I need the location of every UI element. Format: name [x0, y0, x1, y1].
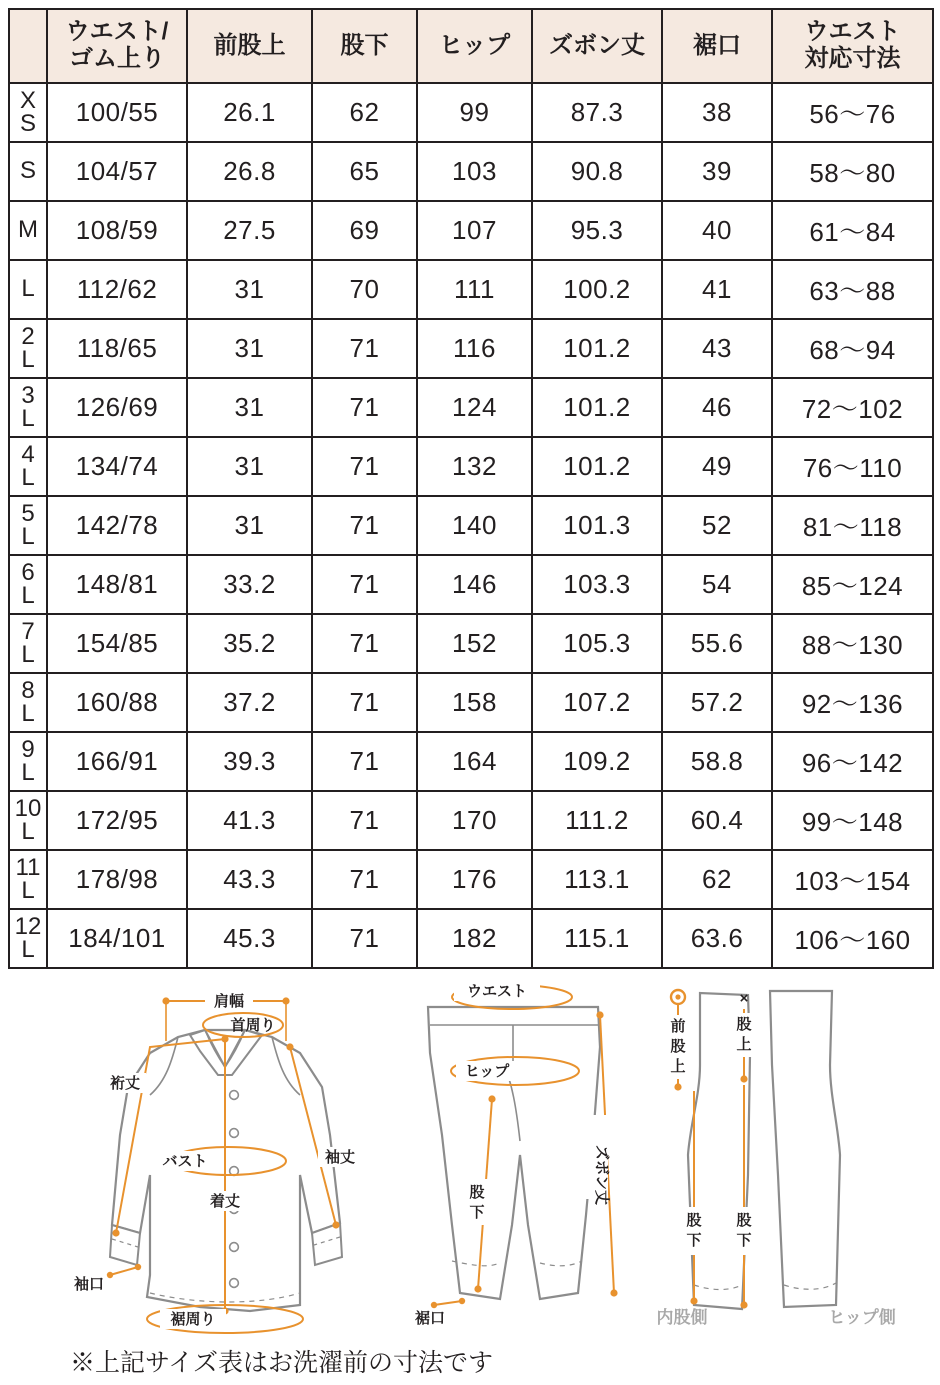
measure-dot — [596, 1011, 603, 1018]
jacket-body-length-label: 着丈 — [209, 1193, 241, 1210]
header-size-corner — [9, 9, 47, 83]
back-rise-label-line2: 上 — [736, 1036, 752, 1053]
table-row — [9, 496, 933, 555]
pants-waist-label: ウエスト — [466, 983, 528, 1000]
measure-dot — [740, 1301, 747, 1308]
back-rise-x-marker: × — [739, 990, 749, 1007]
table-row — [9, 555, 933, 614]
cell-hem: 46 — [662, 378, 772, 437]
cell-hip: 132 — [417, 437, 532, 496]
table-row — [9, 83, 933, 142]
row-size-label — [9, 201, 47, 260]
jacket-yoke-label: 裄丈 — [109, 1075, 141, 1092]
cell-rise: 41.3 — [187, 791, 312, 850]
cell-fit: 106〜160 — [772, 909, 933, 968]
measure-dot — [332, 1221, 339, 1228]
cell-waist: 154/85 — [47, 614, 187, 673]
size-line2: L — [21, 876, 35, 904]
measure-dot — [286, 1043, 293, 1050]
row-size-label — [9, 791, 47, 850]
cell-waist: 166/91 — [47, 732, 187, 791]
cell-waist: 112/62 — [47, 260, 187, 319]
cell-hem: 52 — [662, 496, 772, 555]
size-line1: S — [19, 157, 36, 185]
table-header — [9, 9, 933, 83]
cell-inseam: 71 — [312, 319, 417, 378]
cell-hip: 103 — [417, 142, 532, 201]
rise-right-panel — [770, 991, 840, 1307]
cell-inseam: 62 — [312, 83, 417, 142]
rise-right-inseam-label-line2: 下 — [736, 1232, 752, 1249]
size-line1: X — [19, 86, 36, 114]
header-waist-fit — [772, 9, 933, 83]
size-line2: L — [21, 581, 35, 609]
row-size-label — [9, 496, 47, 555]
front-rise-label-line3: 上 — [670, 1058, 686, 1075]
table-body — [9, 83, 933, 968]
row-size-label — [9, 260, 47, 319]
cell-rise: 43.3 — [187, 850, 312, 909]
cell-hem: 58.8 — [662, 732, 772, 791]
header-inseam: 股下 — [312, 9, 417, 83]
header-front-rise: 前股上 — [187, 9, 312, 83]
button-icon — [230, 1243, 239, 1252]
header-waist-line1: ウエスト/ — [65, 18, 169, 46]
pants-hem-label: 裾口 — [414, 1310, 446, 1327]
pants-diagram — [414, 981, 618, 1327]
pants-inseam-label-line2: 下 — [469, 1204, 485, 1221]
cell-hem: 49 — [662, 437, 772, 496]
cell-hem: 55.6 — [662, 614, 772, 673]
cell-length: 103.3 — [532, 555, 662, 614]
cell-fit: 81〜118 — [772, 496, 933, 555]
cell-length: 107.2 — [532, 673, 662, 732]
cell-hem: 54 — [662, 555, 772, 614]
size-line2: L — [21, 463, 35, 491]
cell-inseam: 71 — [312, 614, 417, 673]
measure-dot — [690, 1297, 697, 1304]
jacket-bust-label: バスト — [162, 1153, 208, 1170]
cell-hem: 60.4 — [662, 791, 772, 850]
cell-waist: 172/95 — [47, 791, 187, 850]
row-size-label — [9, 319, 47, 378]
size-line1: M — [18, 216, 38, 244]
cell-hip: 152 — [417, 614, 532, 673]
header-waist-fit-line1: ウエスト — [804, 18, 901, 46]
measure-dot — [740, 1075, 747, 1082]
cell-rise: 35.2 — [187, 614, 312, 673]
rise-right-inseam-label-line1: 股 — [736, 1212, 752, 1229]
cell-waist: 148/81 — [47, 555, 187, 614]
pants-length-label: ズボン丈 — [593, 1144, 610, 1206]
cell-length: 101.2 — [532, 437, 662, 496]
hip-side-label: ヒップ側 — [828, 1308, 896, 1327]
cell-fit: 68〜94 — [772, 319, 933, 378]
pants-hip-label: ヒップ — [464, 1063, 510, 1080]
cell-fit: 85〜124 — [772, 555, 933, 614]
size-line1: 8 — [21, 676, 35, 704]
cell-rise: 31 — [187, 496, 312, 555]
jacket-neck-label: 首周り — [230, 1017, 276, 1034]
header-waist-fit-line2: 対応寸法 — [804, 45, 901, 72]
inner-thigh-side-label: 内股側 — [656, 1308, 708, 1327]
measure-dot — [474, 1285, 481, 1292]
cell-hip: 182 — [417, 909, 532, 968]
cell-waist: 160/88 — [47, 673, 187, 732]
cell-length: 111.2 — [532, 791, 662, 850]
cell-hem: 40 — [662, 201, 772, 260]
table-header-row — [9, 9, 933, 83]
cell-rise: 45.3 — [187, 909, 312, 968]
cell-length: 100.2 — [532, 260, 662, 319]
row-size-label — [9, 437, 47, 496]
measure-dot — [112, 1229, 119, 1236]
table-row — [9, 437, 933, 496]
cell-inseam: 71 — [312, 378, 417, 437]
size-line1: 4 — [21, 440, 35, 468]
row-size-label — [9, 142, 47, 201]
cell-inseam: 65 — [312, 142, 417, 201]
row-size-label — [9, 909, 47, 968]
button-icon — [230, 1129, 239, 1138]
size-line2: S — [19, 109, 36, 137]
size-line1: 11 — [15, 853, 41, 881]
cell-waist: 118/65 — [47, 319, 187, 378]
measure-dot — [431, 1302, 437, 1308]
table-row — [9, 142, 933, 201]
rise-left-inseam-label-line1: 股 — [686, 1212, 702, 1229]
cell-hip: 158 — [417, 673, 532, 732]
table-row — [9, 732, 933, 791]
row-size-label — [9, 378, 47, 437]
size-line2: L — [21, 758, 35, 786]
cell-inseam: 71 — [312, 909, 417, 968]
header-pants-length: ズボン丈 — [532, 9, 662, 83]
cuff-measure-line — [110, 1267, 138, 1275]
pants-outline — [428, 1007, 600, 1299]
cell-length: 101.3 — [532, 496, 662, 555]
size-line1: 12 — [14, 912, 42, 940]
cell-inseam: 71 — [312, 791, 417, 850]
cell-rise: 39.3 — [187, 732, 312, 791]
row-size-label — [9, 850, 47, 909]
table-row — [9, 791, 933, 850]
pants-hem-line — [434, 1301, 462, 1305]
cell-hem: 39 — [662, 142, 772, 201]
cell-fit: 63〜88 — [772, 260, 933, 319]
cell-fit: 76〜110 — [772, 437, 933, 496]
table-row — [9, 850, 933, 909]
header-waist-line2: ゴム上り — [69, 45, 165, 72]
cell-rise: 27.5 — [187, 201, 312, 260]
front-rise-label-line1: 前 — [670, 1018, 686, 1035]
cell-hem: 43 — [662, 319, 772, 378]
cell-waist: 100/55 — [47, 83, 187, 142]
cell-waist: 134/74 — [47, 437, 187, 496]
measure-dot — [610, 1289, 617, 1296]
cell-hip: 170 — [417, 791, 532, 850]
size-line1: 7 — [21, 617, 35, 645]
diagram-svg — [0, 975, 940, 1375]
size-line2: L — [21, 345, 35, 373]
measure-dot — [488, 1095, 495, 1102]
header-hip: ヒップ — [417, 9, 532, 83]
row-size-label — [9, 555, 47, 614]
size-line2: L — [21, 404, 35, 432]
table-row — [9, 909, 933, 968]
cell-hip: 116 — [417, 319, 532, 378]
cell-fit: 99〜148 — [772, 791, 933, 850]
measure-dot — [135, 1264, 141, 1270]
size-table — [8, 8, 934, 969]
cell-rise: 31 — [187, 437, 312, 496]
cell-hem: 63.6 — [662, 909, 772, 968]
measurement-diagrams — [0, 975, 940, 1385]
cell-hip: 124 — [417, 378, 532, 437]
size-line1: 2 — [21, 322, 35, 350]
cell-rise: 26.1 — [187, 83, 312, 142]
cell-rise: 31 — [187, 260, 312, 319]
jacket-shoulder-label: 肩幅 — [213, 993, 245, 1010]
cell-hem: 41 — [662, 260, 772, 319]
cell-length: 101.2 — [532, 378, 662, 437]
size-line2: L — [21, 640, 35, 668]
cell-length: 109.2 — [532, 732, 662, 791]
cell-fit: 92〜136 — [772, 673, 933, 732]
cell-inseam: 71 — [312, 496, 417, 555]
table-row — [9, 201, 933, 260]
cell-hip: 140 — [417, 496, 532, 555]
cell-hem: 38 — [662, 83, 772, 142]
cell-rise: 31 — [187, 319, 312, 378]
cell-rise: 37.2 — [187, 673, 312, 732]
cell-hip: 164 — [417, 732, 532, 791]
measure-dot — [107, 1272, 113, 1278]
jacket-hem-label: 裾周り — [170, 1311, 216, 1328]
measure-dot — [459, 1298, 465, 1304]
cell-hip: 99 — [417, 83, 532, 142]
size-line1: 3 — [21, 381, 35, 409]
front-rise-top-dot — [675, 994, 680, 999]
size-line1: 5 — [21, 499, 35, 527]
jacket-diagram — [74, 991, 362, 1333]
cell-rise: 33.2 — [187, 555, 312, 614]
size-line2: L — [21, 699, 35, 727]
cell-fit: 88〜130 — [772, 614, 933, 673]
cell-hip: 176 — [417, 850, 532, 909]
cell-inseam: 71 — [312, 437, 417, 496]
button-icon — [230, 1091, 239, 1100]
back-rise-label-line1: 股 — [736, 1016, 752, 1033]
cell-length: 87.3 — [532, 83, 662, 142]
table-row — [9, 673, 933, 732]
cell-waist: 108/59 — [47, 201, 187, 260]
size-line1: L — [21, 275, 35, 303]
cell-fit: 72〜102 — [772, 378, 933, 437]
cell-fit: 58〜80 — [772, 142, 933, 201]
cell-fit: 103〜154 — [772, 850, 933, 909]
table-row — [9, 260, 933, 319]
cell-waist: 178/98 — [47, 850, 187, 909]
row-size-label — [9, 732, 47, 791]
rise-diagram — [657, 990, 896, 1327]
row-size-label — [9, 83, 47, 142]
row-size-label — [9, 673, 47, 732]
jacket-sleeve-label: 袖丈 — [324, 1149, 356, 1166]
header-hem-opening: 裾口 — [662, 9, 772, 83]
cell-hip: 146 — [417, 555, 532, 614]
table-row — [9, 378, 933, 437]
cell-length: 101.2 — [532, 319, 662, 378]
jacket-cuff-label: 袖口 — [73, 1276, 104, 1293]
pants-inseam-label-line1: 股 — [469, 1184, 485, 1201]
cell-length: 90.8 — [532, 142, 662, 201]
rise-left-inseam-label-line2: 下 — [686, 1232, 702, 1249]
cell-fit: 96〜142 — [772, 732, 933, 791]
front-rise-label-line2: 股 — [670, 1038, 686, 1055]
cell-rise: 31 — [187, 378, 312, 437]
cell-hip: 111 — [417, 260, 532, 319]
cell-waist: 104/57 — [47, 142, 187, 201]
cell-length: 113.1 — [532, 850, 662, 909]
header-waist — [47, 9, 187, 83]
size-line2: L — [21, 817, 35, 845]
table-row — [9, 319, 933, 378]
cell-waist: 184/101 — [47, 909, 187, 968]
cell-waist: 142/78 — [47, 496, 187, 555]
row-size-label — [9, 614, 47, 673]
cell-waist: 126/69 — [47, 378, 187, 437]
cell-inseam: 71 — [312, 673, 417, 732]
cell-inseam: 71 — [312, 732, 417, 791]
size-line1: 10 — [14, 794, 42, 822]
cell-rise: 26.8 — [187, 142, 312, 201]
size-line2: L — [21, 935, 35, 963]
cell-length: 95.3 — [532, 201, 662, 260]
cell-fit: 56〜76 — [772, 83, 933, 142]
cell-length: 115.1 — [532, 909, 662, 968]
cell-fit: 61〜84 — [772, 201, 933, 260]
cell-inseam: 71 — [312, 555, 417, 614]
cell-hem: 62 — [662, 850, 772, 909]
button-icon — [230, 1279, 239, 1288]
size-line1: 9 — [21, 735, 35, 763]
cell-hem: 57.2 — [662, 673, 772, 732]
cell-length: 105.3 — [532, 614, 662, 673]
size-line1: 6 — [21, 558, 35, 586]
table-row — [9, 614, 933, 673]
cell-inseam: 70 — [312, 260, 417, 319]
cell-inseam: 71 — [312, 850, 417, 909]
size-line2: L — [21, 522, 35, 550]
cell-hip: 107 — [417, 201, 532, 260]
size-chart-note: ※上記サイズ表はお洗濯前の寸法です — [70, 1349, 494, 1377]
measure-dot — [674, 1083, 681, 1090]
cell-inseam: 69 — [312, 201, 417, 260]
